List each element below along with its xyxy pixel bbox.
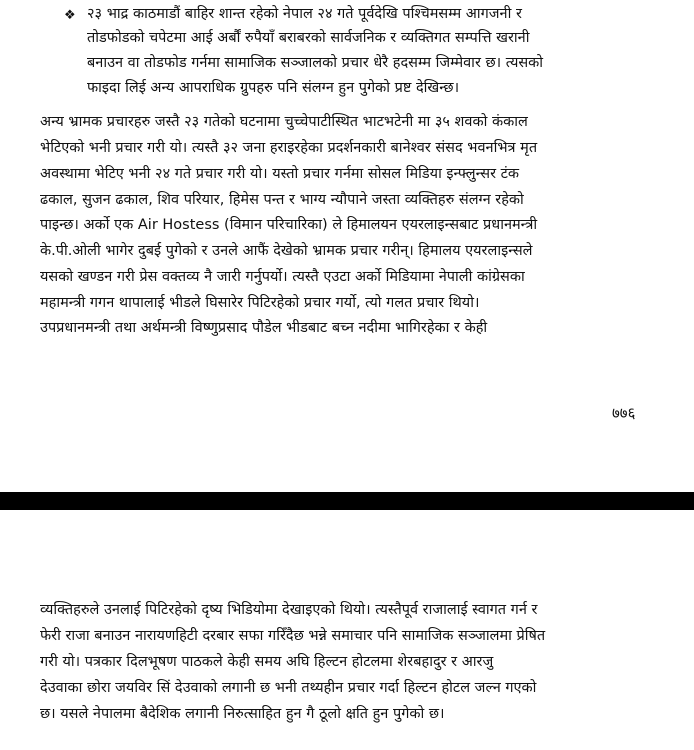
paragraph-line: ढकाल, सुजन ढकाल, शिव परियार, हिमेस पन्त र भाग्य न्यौपाने जस्ता व्यक्तिहरु संलग्न रहेको [40,192,524,208]
document-page-lower [0,510,694,750]
paragraph-line: यसको खण्डन गरी प्रेस वक्तव्य नै जारी गर्नुपर्यो। त्यस्तै एउटा अर्को मिडियामा नेपाली कांग्रेसका [40,269,525,285]
bullet-line: बनाउन वा तोडफोड गर्नमा सामाजिक सञ्जालको प्रचार धेरै हदसम्म जिम्मेवार छ। त्यसको [87,55,544,71]
paragraph-line: भेटिएको भनी प्रचार गरी यो। त्यस्तै ३२ जना हराइरहेका प्रदर्शनकारी बानेश्वर संसद भवनभित्र मृत [40,140,538,156]
diamond-bullet-icon: ❖ [64,8,76,23]
paragraph-line: अवस्थामा भेटिए भनी २४ गते प्रचार गरी यो। यस्तो प्रचार गर्नमा सोसल मिडिया इन्फ्लुन्सर टंक [40,166,520,182]
paragraph-line: पाइन्छ। अर्को एक Air Hostess (विमान परिचारिका) ले हिमालयन एयरलाइन्सबाट प्रधानमन्त्री [40,217,538,233]
bullet-line: तोडफोडको चपेटमा आई अर्बौं रुपैयाँ बराबरको सार्वजनिक र व्यक्तिगत सम्पत्ति खरानी [87,30,530,46]
page-break-bar [0,492,694,510]
bullet-line: २३ भाद्र काठमाडौं बाहिर शान्त रहेको नेपाल २४ गते पूर्वदेखि पश्चिमसम्म आगजनी र [87,6,522,22]
paragraph-line: के.पी.ओली भागेर दुबई पुगेको र उनले आफैं देखेको भ्रामक प्रचार गरीन्। हिमालय एयरलाइन्सले [40,243,533,259]
page-number: ७७६ [612,404,636,422]
paragraph-line: छ। यसले नेपालमा बैदेशिक लगानी निरुत्साहित हुन गै ठूलो क्षति हुन पुगेको छ। [40,706,445,722]
paragraph-line: महामन्त्री गगन थापालाई भीडले घिसारेर पिटिरहेको प्रचार गर्यो, त्यो गलत प्रचार थियो। [40,295,480,311]
paragraph-line: अन्य भ्रामक प्रचारहरु जस्तै २३ गतेको घटनामा चुच्चेपाटीस्थित भाटभटेनी मा ३५ शवको कंकाल [40,114,528,130]
paragraph-line: उपप्रधानमन्त्री तथा अर्थमन्त्री विष्णुप्रसाद पौडेल भीडबाट बच्न नदीमा भागिरहेका र केही [40,320,488,336]
paragraph-line: गरी यो। पत्रकार दिलभूषण पाठकले केही समय अघि हिल्टन होटलमा शेरबहादुर र आरजु [40,654,494,670]
bullet-item [40,2,662,102]
paragraph-line: व्यक्तिहरुले उनलाई पिटिरहेको दृष्य भिडियोमा देखाइएको थियो। त्यस्तैपूर्व राजालाई स्वागत गर्न र [40,602,538,618]
paragraph-line: फेरी राजा बनाउन नारायणहिटी दरबार सफा गरिँदैछ भन्ने समाचार पनि सामाजिक सञ्जालमा प्रेषित [40,628,546,644]
bullet-line: फाइदा लिई अन्य आपराधिक ग्रुपहरु पनि संलग्न हुन पुगेको प्रष्ट देखिन्छ। [87,80,460,96]
paragraph-line: देउवाका छोरा जयविर सिं देउवाको लगानी छ भनी तथ्यहीन प्रचार गर्दा हिल्टन होटल जल्न गएको [40,680,537,696]
